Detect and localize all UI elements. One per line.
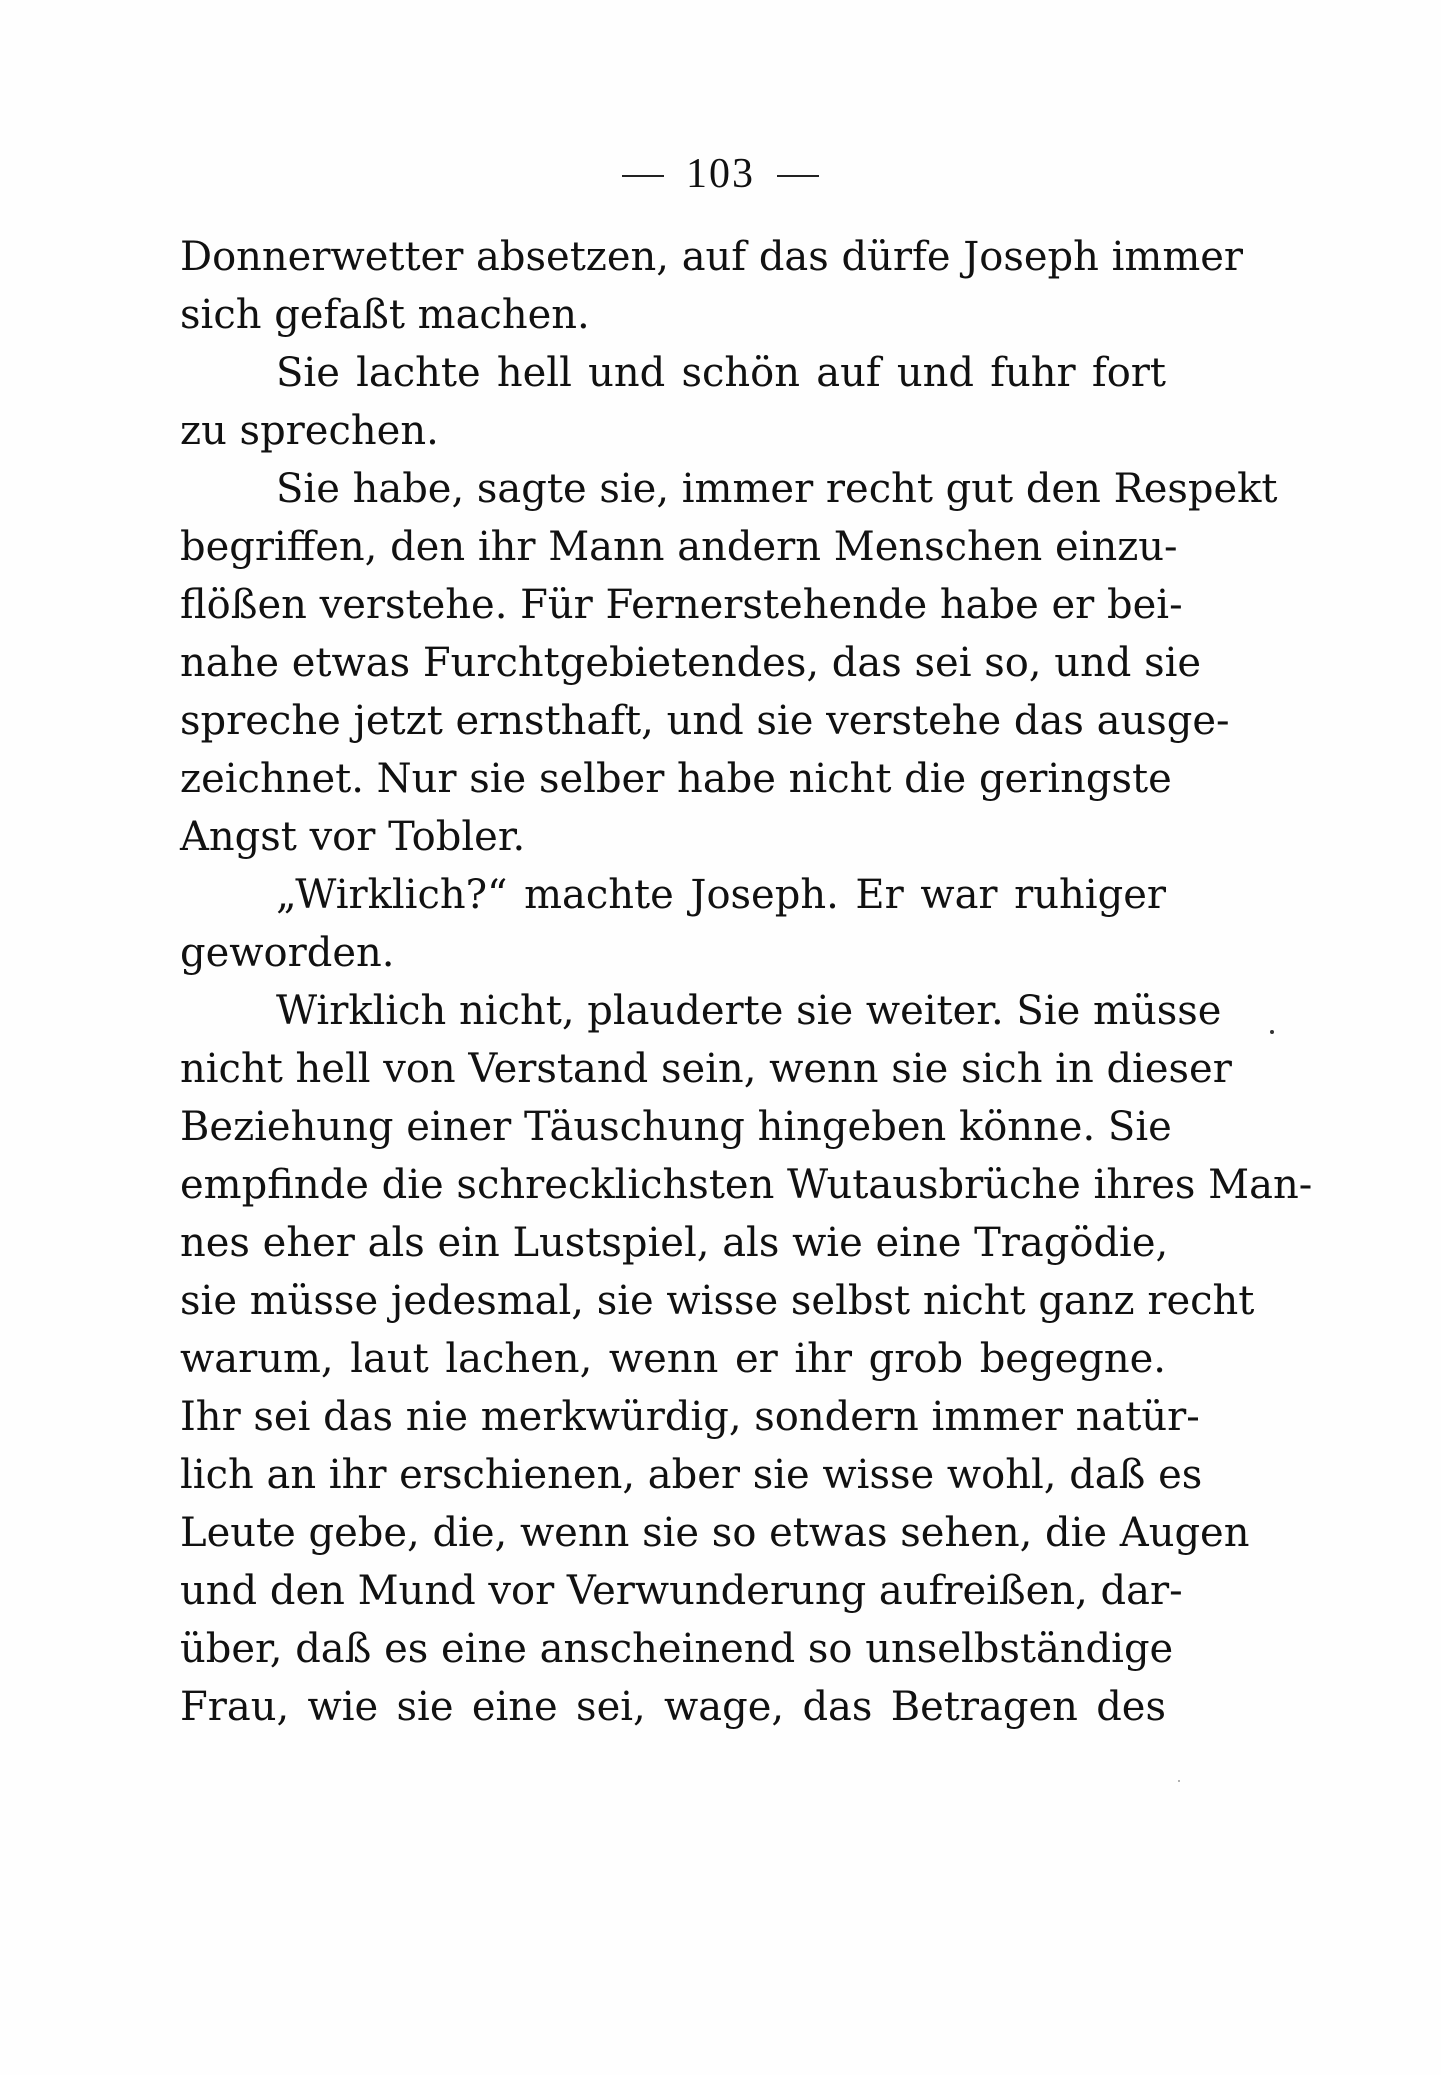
text-line: sich gefaßt machen.	[180, 292, 590, 338]
text-line: nicht hell von Verstand sein, wenn sie sich in dieser	[180, 1046, 1232, 1092]
text-line: spreche jetzt ernsthaft, und sie verstehe das ausge-	[180, 698, 1230, 744]
text-line: sie müsse jedesmal, sie wisse selbst nicht ganz recht	[180, 1278, 1255, 1324]
body-text	[180, 228, 1313, 1736]
text-line: zeichnet. Nur sie selber habe nicht die geringste	[180, 756, 1172, 802]
page-number: 103	[686, 151, 755, 197]
text-line: Donnerwetter absetzen, auf das dürfe Joseph immer	[180, 234, 1244, 280]
text-line: nes eher als ein Lustspiel, als wie eine Tragödie,	[180, 1220, 1169, 1266]
text-line: und den Mund vor Verwunderung aufreißen, dar-	[180, 1568, 1183, 1614]
text-line: begriffen, den ihr Mann andern Menschen einzu-	[180, 524, 1178, 570]
text-line: warum, laut lachen, wenn er ihr grob begegne.	[180, 1336, 1166, 1382]
text-line: empfinde die schrecklichsten Wutausbrüche ihres Man-	[180, 1162, 1313, 1208]
text-line: Ihr sei das nie merkwürdig, sondern immer natür-	[180, 1394, 1200, 1440]
text-line: „Wirklich?“ machte Joseph. Er war ruhiger	[276, 872, 1166, 918]
text-line: Frau, wie sie eine sei, wage, das Betragen des	[180, 1684, 1166, 1730]
text-line: Angst vor Tobler.	[180, 814, 526, 860]
text-line: lich an ihr erschienen, aber sie wisse wohl, daß es	[180, 1452, 1203, 1498]
text-line: Beziehung einer Täuschung hingeben könne. Sie	[180, 1104, 1172, 1150]
header-dash-right	[777, 175, 819, 177]
page-header	[0, 148, 1441, 198]
text-line: geworden.	[180, 930, 395, 976]
text-line: Wirklich nicht, plauderte sie weiter. Sie müsse	[276, 988, 1222, 1034]
text-line: zu sprechen.	[180, 408, 439, 454]
text-line: über, daß es eine anscheinend so unselbständige	[180, 1626, 1174, 1672]
header-dash-left	[622, 175, 664, 177]
text-line: nahe etwas Furchtgebietendes, das sei so, und sie	[180, 640, 1202, 686]
text-line: flößen verstehe. Für Fernerstehende habe er bei-	[180, 582, 1183, 628]
text-line: Sie habe, sagte sie, immer recht gut den Respekt	[276, 466, 1278, 512]
text-line: Sie lachte hell und schön auf und fuhr fort	[276, 350, 1166, 396]
text-line: Leute gebe, die, wenn sie so etwas sehen, die Augen	[180, 1510, 1250, 1556]
paper-speck	[1178, 1780, 1180, 1782]
paper-speck	[1270, 1030, 1274, 1034]
